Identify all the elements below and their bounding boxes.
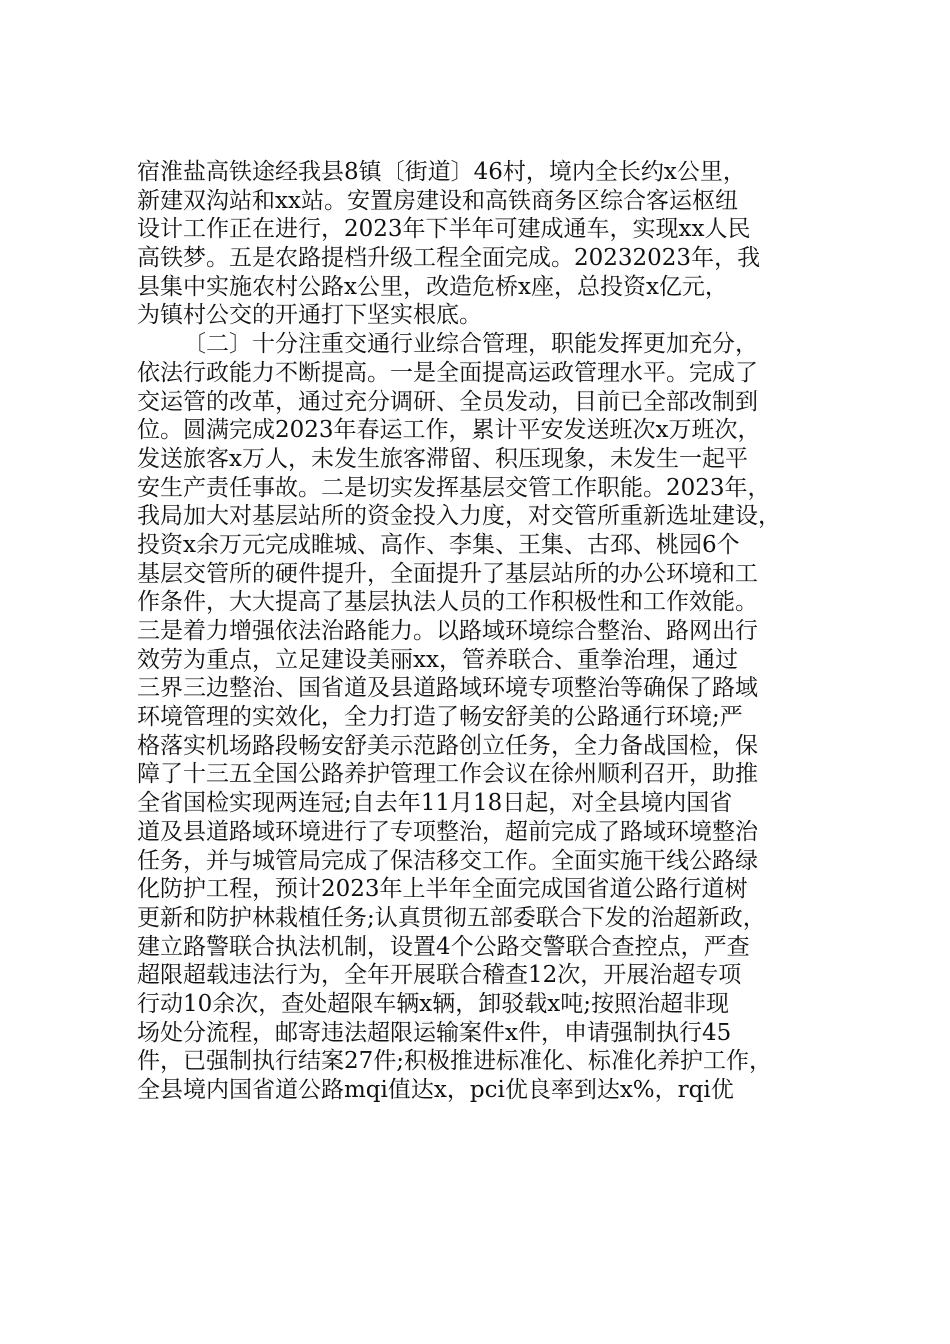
text-line: 作条件，大大提高了基层执法人员的工作积极性和工作效能。 <box>137 589 758 616</box>
text-line: 设计工作正在进行，2023年下半年可建成通车，实现xx人民 <box>137 216 751 243</box>
text-line: 安生产责任事故。二是切实发挥基层交管工作职能。2023年， <box>137 474 771 501</box>
text-line: 全县境内国省道公路mqi值达x，pci优良率到达x%，rqi优 <box>137 1077 734 1103</box>
text-line: 三界三边整治、国省道及县道路域环境专项整治等确保了路域 <box>137 675 758 702</box>
text-line: 我局加大对基层站所的资金投入力度，对交管所重新选址建设， <box>137 503 781 530</box>
text-line: 环境管理的实效化，全力打造了畅安舒美的公路通行环境;严 <box>137 704 743 731</box>
text-line: 场处分流程，邮寄违法超限运输案件x件，申请强制执行45 <box>137 1019 732 1046</box>
text-line: 障了十三五全国公路养护管理工作会议在徐州顺利召开，助推 <box>137 761 758 788</box>
text-line: 为镇村公交的开通打下坚实根底。 <box>137 302 482 329</box>
text-line: 格落实机场路段畅安舒美示范路创立任务，全力备战国检，保 <box>137 732 758 759</box>
text-line: 依法行政能力不断提高。一是全面提高运政管理水平。完成了 <box>137 359 758 386</box>
text-line: 新建双沟站和xx站。安置房建设和高铁商务区综合客运枢纽 <box>137 187 738 214</box>
paragraph-start-line: 〔二〕十分注重交通行业综合管理，职能发挥更加充分， <box>183 331 758 358</box>
text-line: 高铁梦。五是农路提档升级工程全面完成。20232023年，我 <box>137 245 761 272</box>
text-line: 县集中实施农村公路x公里，改造危桥x座，总投资x亿元， <box>137 273 728 300</box>
text-line: 效劳为重点，立足建设美丽xx，管养联合、重拳治理，通过 <box>137 646 738 673</box>
text-line: 基层交管所的硬件提升，全面提升了基层站所的办公环境和工 <box>137 560 758 587</box>
body-text <box>137 158 837 1105</box>
text-line: 道及县道路域环境进行了专项整治，超前完成了路域环境整治 <box>137 818 758 845</box>
text-line: 化防护工程，预计2023年上半年全面完成国省道公路行道树 <box>137 876 748 903</box>
text-line: 建立路警联合执法机制，设置4个公路交警联合查控点，严查 <box>137 933 750 960</box>
text-line: 三是着力增强依法治路能力。以路域环境综合整治、路网出行 <box>137 618 758 644</box>
text-line: 位。圆满完成2023年春运工作，累计平安发送班次x万班次， <box>137 417 761 444</box>
text-line: 投资x余万元完成睢城、高作、李集、王集、古邳、桃园6个 <box>137 531 740 558</box>
text-line: 全省国检实现两连冠;自去年11月18日起，对全县境内国省 <box>137 790 733 817</box>
text-line: 行动10余次，查处超限车辆x辆，卸驳载x吨;按照治超非现 <box>137 990 729 1017</box>
text-line: 交运管的改革，通过充分调研、全员发动，目前已全部改制到 <box>137 388 758 415</box>
text-line: 宿淮盐高铁途经我县8镇〔街道〕46村，境内全长约x公里， <box>137 159 746 185</box>
text-line: 发送旅客x万人，未发生旅客滞留、积压现象，未发生一起平 <box>137 445 748 472</box>
text-line: 更新和防护林栽植任务;认真贯彻五部委联合下发的治超新政， <box>137 904 766 931</box>
text-line: 任务，并与城管局完成了保洁移交工作。全面实施干线公路绿 <box>137 847 758 874</box>
text-line: 件，已强制执行结案27件;积极推进标准化、标准化养护工作， <box>137 1048 773 1075</box>
text-line: 超限超载违法行为，全年开展联合稽查12次，开展治超专项 <box>137 962 742 989</box>
